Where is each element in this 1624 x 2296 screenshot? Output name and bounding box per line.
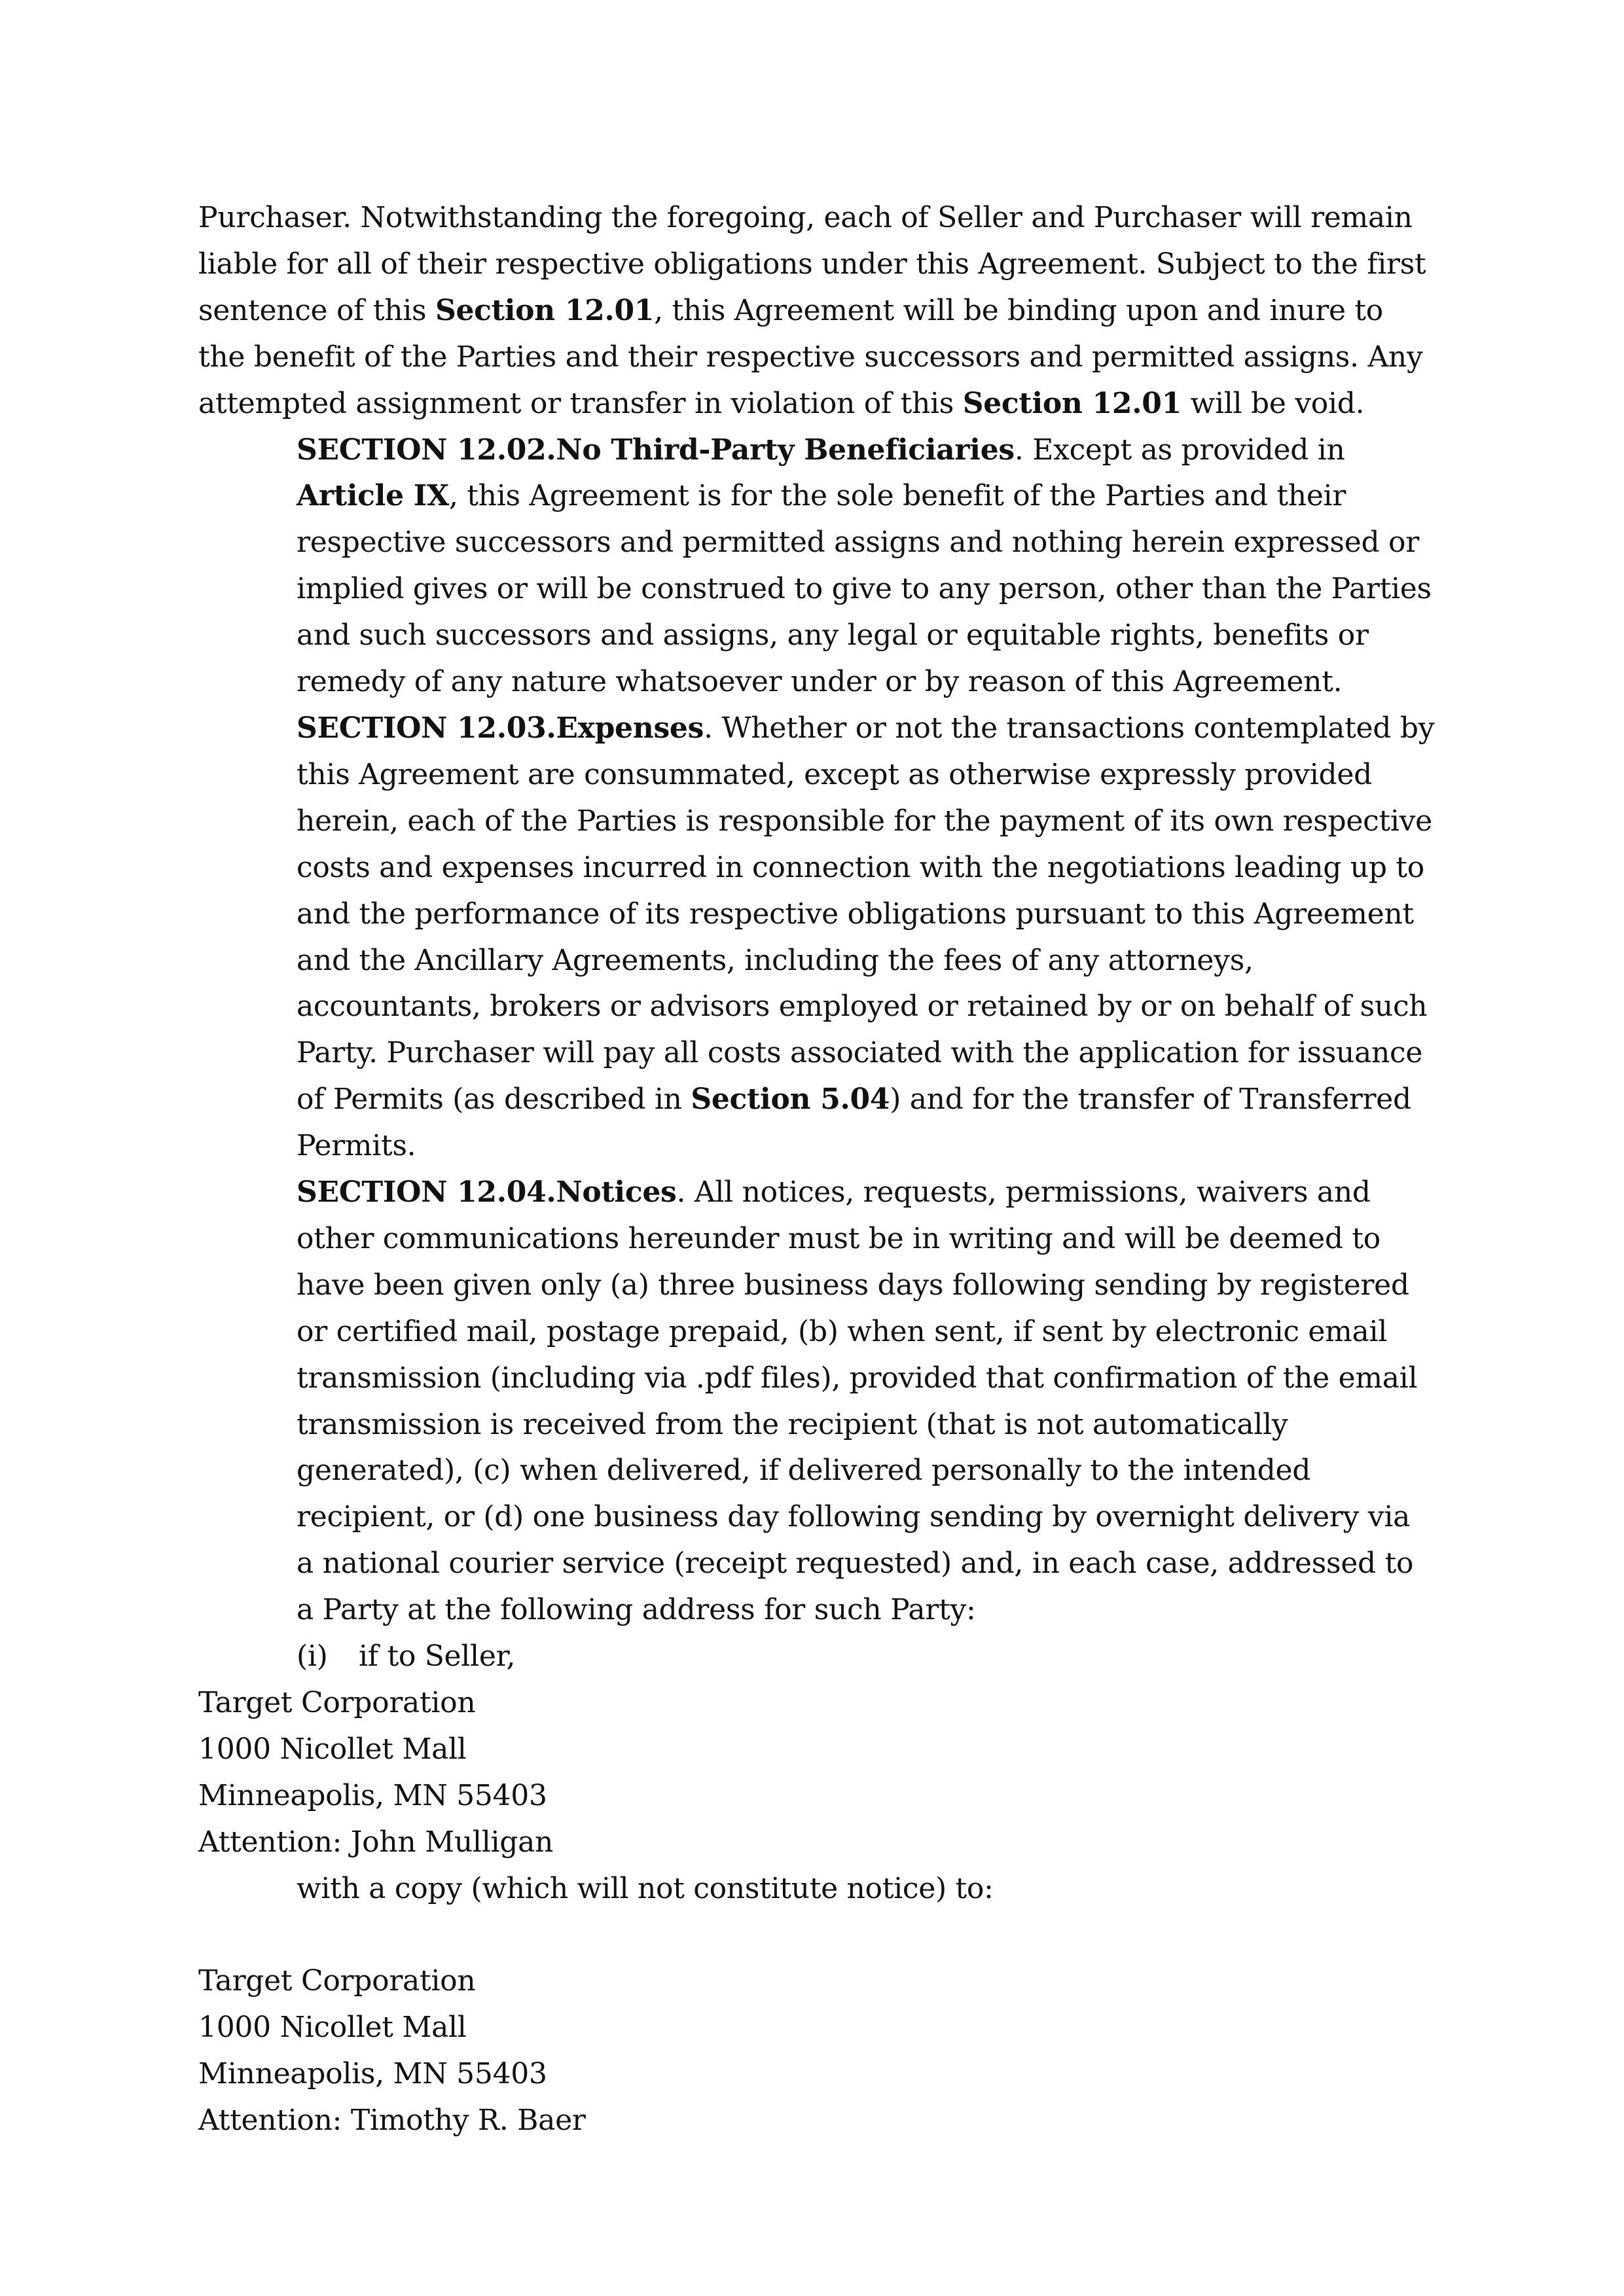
paragraph-section-12-01-continued: [198, 195, 1435, 427]
section-title: No Third-Party Beneficiaries: [556, 433, 1015, 467]
text: , this Agreement will be binding upon and inure to the benefit of the Parties and their respective successors and permitted assigns. Any attempted assignment or transfer in violation of this: [198, 293, 1423, 420]
paragraph-section-12-02: [198, 427, 1435, 706]
address-line: Target Corporation: [198, 1686, 476, 1719]
section-reference: Section 12.01: [962, 386, 1182, 420]
section-title: Notices: [556, 1175, 677, 1210]
text: ) and for the transfer of Transferred Permits.: [297, 1083, 1411, 1163]
address-line: Minneapolis, MN 55403: [198, 1778, 547, 1812]
notice-item: [198, 1634, 1435, 1680]
address-attention: Attention: Timothy R. Baer: [198, 2104, 586, 2138]
paragraph-section-12-03: [198, 706, 1435, 1170]
notice-item-number: (i): [297, 1640, 328, 1674]
address-line: Minneapolis, MN 55403: [198, 2057, 547, 2091]
text: . Except as provided in: [1014, 433, 1345, 467]
section-reference: Section 12.01: [435, 293, 655, 327]
address-line: 1000 Nicollet Mall: [198, 2011, 467, 2045]
text: Purchaser. Notwithstanding the foregoing, each of Seller and Purchaser will remain liable for all of their respective obligations under this Agreement. Subject to the first sentence of this: [198, 201, 1426, 327]
address-line: Target Corporation: [198, 1964, 476, 1998]
text: . All notices, requests, permissions, waivers and other communications hereunder must be in writing and will be deemed to have been given only (a) three business days following sending by registered or certified mail, postage prepaid, (b) when sent, if sent by electronic email transmission (including via .pdf files), provided that confirmation of the email transmission is received from the recipient (that is not automatically generated), (c) when delivered, if delivered personally to the intended recipient, or (d) one business day following sending by overnight delivery via a national courier service (receipt requested) and, in each case, addressed to a Party at the following address for such Party:: [297, 1175, 1418, 1627]
notice-item-text: if to Seller,: [359, 1640, 516, 1674]
section-number: SECTION 12.02.: [297, 433, 556, 467]
section-reference: Section 5.04: [691, 1083, 890, 1117]
copy-address: [198, 1958, 1435, 2144]
text: will be void.: [1181, 386, 1365, 420]
text: , this Agreement is for the sole benefit of the Parties and their respective successors and permitted assigns and nothing herein expressed or implied gives or will be construed to give to any person, other than the Parties and such successors and assigns, any legal or equitable rights, benefits or remedy of any nature whatsoever under or by reason of this Agreement.: [297, 479, 1432, 699]
article-reference: Article IX: [297, 479, 449, 513]
document-body: [198, 195, 1435, 2144]
section-title: Expenses: [556, 711, 704, 745]
paragraph-section-12-04: [198, 1170, 1435, 1634]
address-attention: Attention: John Mulligan: [198, 1825, 554, 1859]
seller-address: [198, 1680, 1435, 1866]
address-line: 1000 Nicollet Mall: [198, 1732, 467, 1766]
section-number: SECTION 12.04.: [297, 1175, 556, 1210]
spacer: [198, 1912, 1435, 1959]
section-number: SECTION 12.03.: [297, 711, 556, 745]
text: . Whether or not the transactions contemplated by this Agreement are consummated, except as otherwise expressly provided herein, each of the Parties is responsible for the payment of its own respective costs and expenses incurred in connection with the negotiations leading up to and the performance of its respective obligations pursuant to this Agreement and the Ancillary Agreements, including the fees of any attorneys, accountants, brokers or advisors employed or retained by or on behalf of such Party. Purchaser will pay all costs associated with the application for issuance of Permits (as described in: [297, 711, 1435, 1117]
copy-to-line: with a copy (which will not constitute notice) to:: [297, 1871, 994, 1905]
